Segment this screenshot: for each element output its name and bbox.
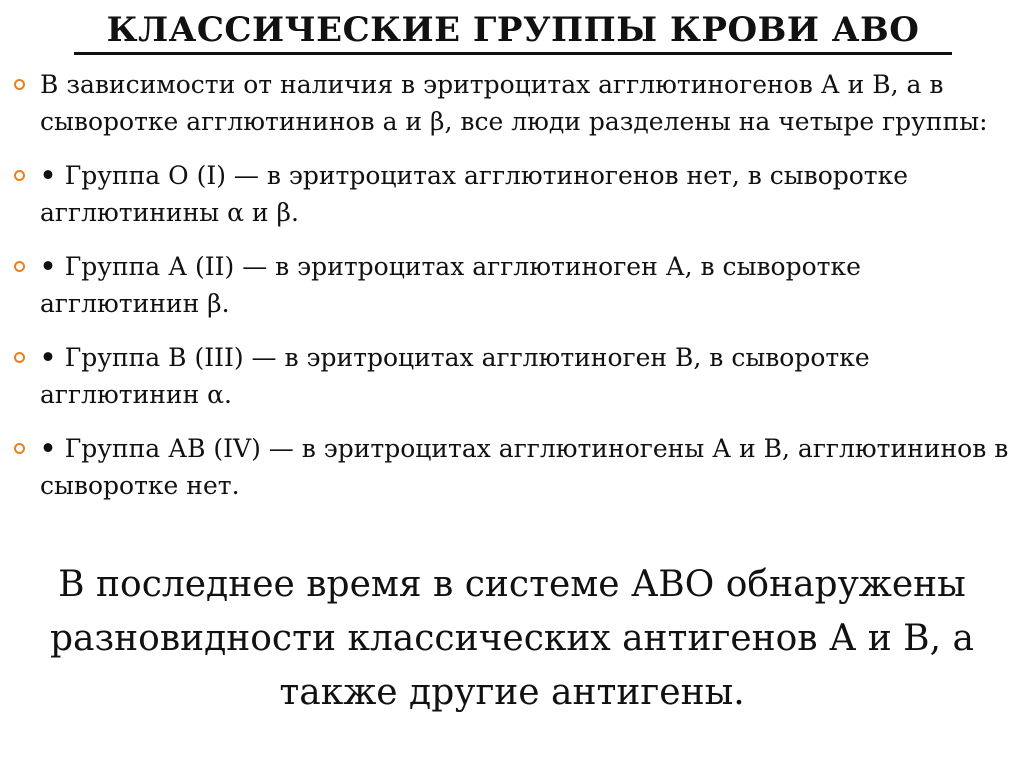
list-item-text: Группа В (III) — в эритроцитах агглютиноген В, в сыворотке агглютинин α. [40,343,870,409]
content-list [8,66,1013,521]
list-item-text: Группа О (I) — в эритроцитах агглютиногенов нет, в сыворотке агглютинины α и β. [40,161,909,227]
dot-bullet: • [40,434,65,463]
circle-bullet-icon [14,261,25,272]
slide-title: КЛАССИЧЕСКИЕ ГРУППЫ КРОВИ АВО [74,8,952,55]
conclusion-text: В последнее время в системе АВО обнаружены разновидности классических антигенов А и В, а также другие антигены. [50,564,974,713]
circle-bullet-icon [14,443,25,454]
list-item-group-b [8,339,1013,413]
circle-bullet-icon [14,170,25,181]
dot-bullet: • [40,161,65,190]
dot-bullet: • [40,343,65,372]
list-item-text: Группа АВ (IV) — в эритроцитах агглютиногены А и В, агглютининов в сыворотке нет. [40,434,1009,500]
list-item-text: В зависимости от наличия в эритроцитах агглютиногенов А и В, а в сыворотке агглютининов а и β, все люди разделены на четыре группы: [40,70,988,136]
list-item-group-ab [8,430,1013,504]
list-item-group-a [8,248,1013,322]
list-item-text: Группа А (II) — в эритроцитах агглютиноген А, в сыворотке агглютинин β. [40,252,861,318]
list-item-group-o [8,157,1013,231]
dot-bullet: • [40,252,65,281]
circle-bullet-icon [14,79,25,90]
list-item-intro [8,66,1013,140]
circle-bullet-icon [14,352,25,363]
